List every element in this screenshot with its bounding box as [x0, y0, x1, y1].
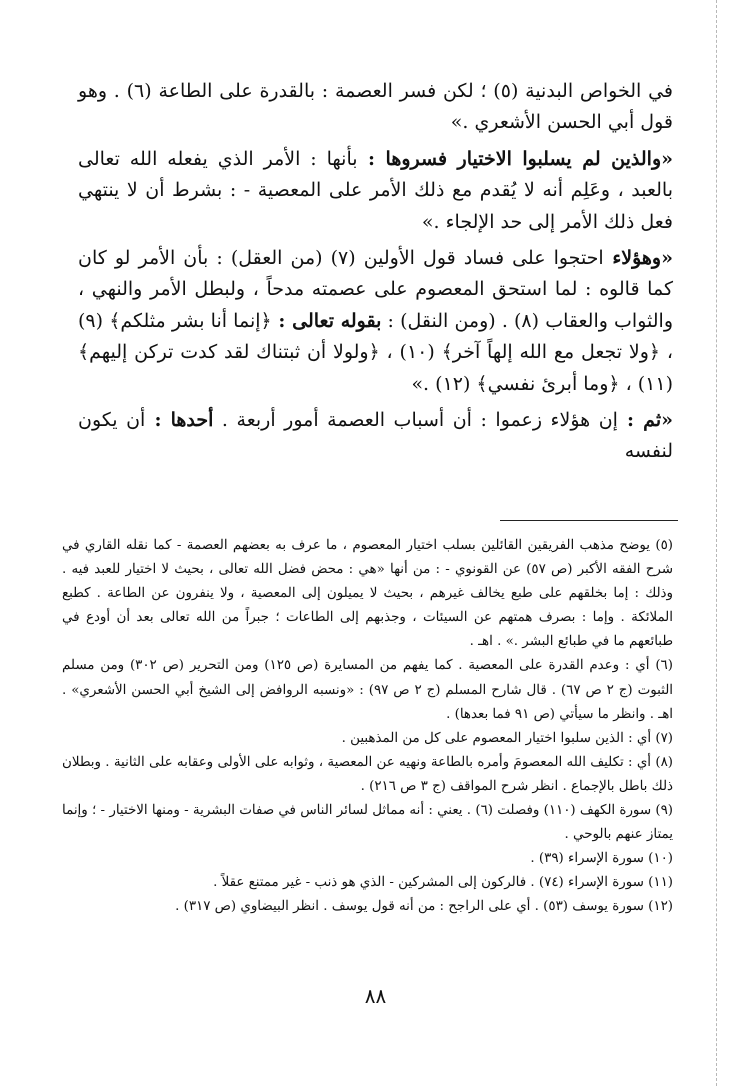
footnote-separator: [500, 520, 678, 521]
page-number: ٨٨: [364, 984, 387, 1008]
bold-run: «ثم :: [617, 409, 673, 432]
paragraph: [78, 405, 673, 468]
text-run: في الخواص البدنية (٥) ؛ لكن فسر العصمة : بالقدرة على الطاعة (٦) . وهو قول أبي الحسن الأشعري .»: [78, 80, 673, 134]
paragraph: [78, 76, 673, 139]
bold-run: بقوله تعالى :: [271, 309, 382, 332]
text-run: إن هؤلاء زعموا : أن أسباب العصمة أمور أربعة .: [213, 409, 618, 432]
footnote: (٨) أي : تكليف الله المعصومَ وأمره بالطاعة ونهيه عن المعصية ، وثوابه على الأولى وعقابه على الثانية . وبطلان ذلك باطل بالإجماع . انظر شرح المواقف (ج ٣ ص ٢١٦) .: [62, 754, 673, 794]
text-run: احتجوا على فساد قول الأولين (٧) (من العقل) : بأن الأمر لو كان كما قالوه : لما استحق المعصوم على عصمته مدحاً ، ولبطل الأمر والنهي ، والثواب والعقاب (٨) . (ومن النقل) :: [78, 247, 673, 332]
footnote: (١٠) سورة الإسراء (٣٩) .: [530, 851, 673, 867]
paragraph: [78, 144, 673, 238]
footnote: (٥) يوضح مذهب الفريقين القائلين بسلب اختيار المعصوم ، ما عرف به بعضهم العصمة - كما نقله القاري في شرح الفقه الأكبر (ص ٥٧) عن القونوي - : من أنها «هي : محض فضل الله تعالى ، بحيث لا اختيار للعبد فيه . وذلك : إما بخلقهم على طبع يخالف غيرهم ، بحيث لا يميلون إلى المعصية ، ولا ينفرون عن الطاعة . كطبع الملائكة . وإما : بصرف همتهم عن السيئات ، وجذبهم إلى الطاعات ؛ جبراً من الله تعالى بعد أن أودع في طبائعهم ما في طبائع البشر .» . اهـ .: [62, 538, 673, 650]
bold-run: أحدها :: [145, 409, 214, 432]
footnote: (١١) سورة الإسراء (٧٤) . فالركون إلى المشركين - الذي هو ذنب - غير ممتنع عقلاً .: [213, 875, 673, 891]
text-run: بأنها : الأمر الذي يفعله الله تعالى بالعبد ، وعَلِم أنه لا يُقدم مع ذلك الأمر على المعصية - : بشرط أن لا ينتهي فعل ذلك الأمر إلى حد الإلجاء .»: [78, 147, 673, 233]
text-run: أن يكون لنفسه: [78, 409, 673, 463]
main-text: [78, 76, 673, 473]
bold-run: «وهؤلاء: [603, 247, 673, 270]
paragraph: [78, 243, 673, 400]
footnote: (٦) أي : وعدم القدرة على المعصية . كما يفهم من المسايرة (ص ١٢٥) ومن التحرير (ص ٣٠٢) ومن مسلم الثبوت (ج ٢ ص ٦٧) . قال شارح المسلم (ج ٢ ص ٩٧) : «ونسبه الروافض إلى الشيخ أبي الحسن الأشعري» . اهـ . وانظر ما سيأتي (ص ٩١ فما بعدها) .: [62, 658, 673, 722]
scan-edge-line: [716, 0, 717, 1086]
footnote: (٩) سورة الكهف (١١٠) وفصلت (٦) . يعني : أنه مماثل لسائر الناس في صفات البشرية - ومنها الاختيار - ؛ وإنما يمتاز عنهم بالوحي .: [62, 803, 673, 843]
footnotes: [62, 534, 673, 920]
bold-run: «والذين لم يسلبوا الاختيار فسروها :: [357, 147, 673, 170]
footnote: (٧) أي : الذين سلبوا اختيار المعصوم على كل من المذهبين .: [341, 730, 673, 746]
footnote: (١٢) سورة يوسف (٥٣) . أي على الراجح : من أنه قول يوسف . انظر البيضاوي (ص ٣١٧) .: [175, 899, 673, 915]
text-run: ﴿إنما أنا بشر مثلكم﴾ (٩) ، ﴿ولا تجعل مع الله إلهاً آخر﴾ (١٠) ، ﴿ولولا أن ثبتناك لقد كدت تركن إليهم﴾ (١١) ، ﴿وما أبرئ نفسي﴾ (١٢) .»: [78, 309, 673, 395]
